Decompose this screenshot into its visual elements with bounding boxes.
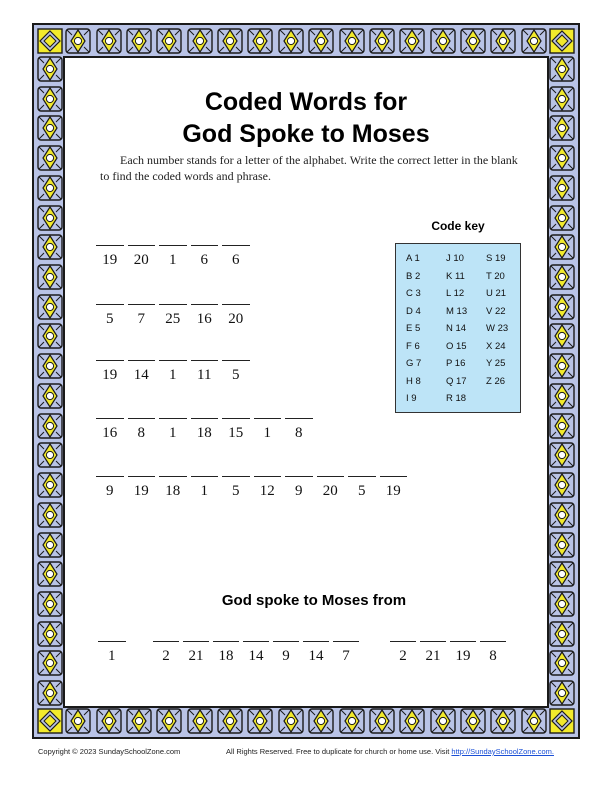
- answer-blank[interactable]: [159, 304, 187, 305]
- answer-blank[interactable]: [333, 641, 359, 642]
- border-tile: [37, 234, 63, 260]
- code-number: 1: [108, 648, 116, 664]
- letter-cell[interactable]: [220, 476, 252, 500]
- letter-cell[interactable]: [126, 418, 158, 442]
- code-key-item: O 15: [446, 340, 467, 352]
- answer-blank[interactable]: [303, 641, 329, 642]
- code-key-item: Q 17: [446, 375, 467, 387]
- answer-blank[interactable]: [450, 641, 476, 642]
- border-tile: [549, 680, 575, 706]
- border-corner-ornament: [37, 28, 63, 54]
- letter-cell[interactable]: [189, 476, 221, 500]
- answer-blank[interactable]: [183, 641, 209, 642]
- answer-blank[interactable]: [254, 476, 282, 477]
- letter-cell[interactable]: [301, 641, 331, 665]
- code-key-item: J 10: [446, 253, 464, 264]
- letter-cell[interactable]: [189, 360, 221, 384]
- border-tile: [247, 708, 273, 734]
- code-key-item: Y 25: [486, 358, 506, 369]
- code-key-item: E 5: [406, 323, 421, 334]
- border-tile: [37, 442, 63, 468]
- letter-cell[interactable]: [189, 304, 221, 328]
- answer-blank[interactable]: [96, 418, 124, 419]
- answer-blank[interactable]: [285, 476, 313, 477]
- border-tile: [430, 708, 456, 734]
- letter-cell[interactable]: [126, 476, 158, 500]
- letter-cell[interactable]: [378, 476, 410, 500]
- code-number: 16: [196, 311, 212, 327]
- border-corner-ornament: [549, 708, 575, 734]
- letter-cell[interactable]: [388, 641, 418, 665]
- letter-cell[interactable]: [126, 245, 158, 269]
- letter-cell[interactable]: [94, 418, 126, 442]
- code-number: 5: [358, 483, 366, 499]
- answer-blank[interactable]: [159, 476, 187, 477]
- footer-rights-text: All Rights Reserved. Free to duplicate for church or home use. Visit: [226, 747, 450, 756]
- answer-blank[interactable]: [222, 418, 250, 419]
- border-tile: [96, 28, 122, 54]
- code-number: 18: [196, 425, 212, 441]
- answer-blank[interactable]: [285, 418, 313, 419]
- answer-blank[interactable]: [243, 641, 269, 642]
- letter-cell[interactable]: [157, 304, 189, 328]
- border-tile: [549, 442, 575, 468]
- letter-cell[interactable]: [94, 360, 126, 384]
- letter-cell[interactable]: [220, 245, 252, 269]
- answer-blank[interactable]: [159, 245, 187, 246]
- code-number: 9: [106, 483, 114, 499]
- code-number: 12: [259, 483, 275, 499]
- code-number: 19: [455, 648, 471, 664]
- code-number: 16: [102, 425, 118, 441]
- letter-cell[interactable]: [331, 641, 361, 665]
- border-tile: [549, 294, 575, 320]
- code-number: 9: [282, 648, 290, 664]
- answer-blank[interactable]: [420, 641, 446, 642]
- code-number: 5: [106, 311, 114, 327]
- letter-cell[interactable]: [220, 360, 252, 384]
- letter-cell[interactable]: [241, 641, 271, 665]
- phrase-word-1: [96, 641, 128, 665]
- code-key-item: Z 26: [486, 375, 506, 387]
- border-tile: [37, 323, 63, 349]
- code-number: 1: [169, 425, 177, 441]
- letter-cell[interactable]: [283, 476, 315, 500]
- answer-blank[interactable]: [222, 245, 250, 246]
- answer-blank[interactable]: [222, 476, 250, 477]
- answer-blank[interactable]: [128, 245, 156, 246]
- footer-copyright: Copyright © 2023 SundaySchoolZone.com: [38, 747, 181, 756]
- answer-blank[interactable]: [380, 476, 408, 477]
- answer-blank[interactable]: [128, 304, 156, 305]
- border-tile: [549, 472, 575, 498]
- code-number: 14: [308, 648, 324, 664]
- code-number: 25: [165, 311, 181, 327]
- answer-blank[interactable]: [98, 641, 126, 642]
- footer-link[interactable]: http://SundaySchoolZone.com.: [451, 747, 554, 756]
- code-key-item: U 21: [486, 288, 507, 299]
- coded-word-5: [94, 476, 409, 500]
- answer-blank[interactable]: [96, 245, 124, 246]
- code-number: 18: [165, 483, 181, 499]
- code-key-item: V 22: [486, 305, 506, 317]
- border-tile: [187, 28, 213, 54]
- code-number: 8: [295, 425, 303, 441]
- code-key-item: C 3: [406, 288, 421, 299]
- title-line-1: Coded Words for: [204, 88, 408, 116]
- border-tile: [549, 502, 575, 528]
- border-tile: [247, 28, 273, 54]
- letter-cell[interactable]: [157, 418, 189, 442]
- code-key-item: K 11: [446, 270, 465, 282]
- letter-cell[interactable]: [94, 304, 126, 328]
- answer-blank[interactable]: [317, 476, 345, 477]
- answer-blank[interactable]: [128, 418, 156, 419]
- border-tile: [37, 502, 63, 528]
- code-key-column: [486, 250, 508, 390]
- letter-cell[interactable]: [126, 360, 158, 384]
- phrase-word-3: [388, 641, 508, 665]
- border-tile: [126, 28, 152, 54]
- code-number: 15: [228, 425, 244, 441]
- border-tile: [37, 413, 63, 439]
- border-tile: [37, 294, 63, 320]
- code-key-item: P 16: [446, 358, 466, 369]
- border-tile: [549, 561, 575, 587]
- border-tile: [37, 383, 63, 409]
- code-key-item: I 9: [406, 393, 417, 404]
- border-tile: [65, 708, 91, 734]
- border-tile: [430, 28, 456, 54]
- instructions: Each number stands for a letter of the alphabet. Write the correct letter in the blank to find the coded words and phrase.: [100, 153, 518, 183]
- coded-word-3: [94, 360, 252, 384]
- code-key-item: A 1: [406, 253, 420, 264]
- coded-word-4: [94, 418, 315, 442]
- code-key-item: W 23: [486, 323, 509, 334]
- border-tile: [399, 708, 425, 734]
- border-tile: [37, 561, 63, 587]
- border-tile: [37, 56, 63, 82]
- code-key-item: B 2: [406, 270, 421, 282]
- border-tile: [156, 28, 182, 54]
- code-number: 19: [102, 367, 118, 383]
- border-tile: [37, 680, 63, 706]
- code-key-item: N 14: [446, 323, 467, 334]
- code-number: 1: [169, 252, 177, 268]
- footer-rights: [226, 747, 554, 756]
- border-tile: [37, 353, 63, 379]
- answer-blank[interactable]: [348, 476, 376, 477]
- letter-cell[interactable]: [252, 418, 284, 442]
- answer-blank[interactable]: [222, 360, 250, 361]
- code-number: 14: [248, 648, 264, 664]
- letter-cell[interactable]: [189, 245, 221, 269]
- border-tile: [278, 28, 304, 54]
- letter-cell[interactable]: [189, 418, 221, 442]
- coded-word-2: [94, 304, 252, 328]
- code-number: 5: [232, 367, 240, 383]
- border-tile: [217, 28, 243, 54]
- code-key-item: M 13: [446, 305, 468, 317]
- answer-blank[interactable]: [159, 360, 187, 361]
- answer-blank[interactable]: [96, 304, 124, 305]
- border-tile: [37, 205, 63, 231]
- answer-blank[interactable]: [273, 641, 299, 642]
- border-tile: [549, 175, 575, 201]
- answer-blank[interactable]: [480, 641, 506, 642]
- answer-blank[interactable]: [191, 476, 219, 477]
- answer-blank[interactable]: [222, 304, 250, 305]
- border-tile: [156, 708, 182, 734]
- code-key-column: [406, 250, 421, 408]
- answer-blank[interactable]: [191, 360, 219, 361]
- letter-cell[interactable]: [126, 304, 158, 328]
- border-tile: [37, 532, 63, 558]
- code-number: 6: [232, 252, 240, 268]
- code-number: 20: [228, 311, 244, 327]
- border-tile: [521, 28, 547, 54]
- code-number: 20: [322, 483, 338, 499]
- letter-cell[interactable]: [181, 641, 211, 665]
- border-tile: [37, 264, 63, 290]
- border-tile: [460, 708, 486, 734]
- border-tile: [549, 532, 575, 558]
- border-tile: [187, 708, 213, 734]
- answer-blank[interactable]: [96, 476, 124, 477]
- code-number: 1: [200, 483, 208, 499]
- code-number: 21: [188, 648, 204, 664]
- border-tile: [308, 28, 334, 54]
- border-tile: [278, 708, 304, 734]
- border-tile: [37, 621, 63, 647]
- code-number: 19: [102, 252, 118, 268]
- letter-cell[interactable]: [157, 360, 189, 384]
- code-number: 20: [133, 252, 149, 268]
- border-tile: [369, 28, 395, 54]
- code-key-item: F 6: [406, 340, 420, 352]
- code-number: 6: [200, 252, 208, 268]
- page-title: [0, 86, 612, 150]
- letter-cell[interactable]: [418, 641, 448, 665]
- code-number: 1: [263, 425, 271, 441]
- border-corner-ornament: [37, 708, 63, 734]
- answer-blank[interactable]: [191, 304, 219, 305]
- code-key-item: D 4: [406, 305, 421, 317]
- answer-blank[interactable]: [96, 360, 124, 361]
- code-key-item: G 7: [406, 358, 422, 369]
- code-number: 2: [162, 648, 170, 664]
- code-key-item: H 8: [406, 375, 421, 387]
- border-tile: [460, 28, 486, 54]
- border-tile: [369, 708, 395, 734]
- border-tile: [549, 353, 575, 379]
- border-tile: [490, 708, 516, 734]
- title-line-2: God Spoke to Moses: [182, 120, 430, 148]
- border-tile: [521, 708, 547, 734]
- answer-blank[interactable]: [128, 476, 156, 477]
- letter-cell[interactable]: [96, 641, 128, 665]
- border-tile: [549, 650, 575, 676]
- code-number: 21: [425, 648, 441, 664]
- answer-blank[interactable]: [159, 418, 187, 419]
- border-tile: [549, 413, 575, 439]
- letter-cell[interactable]: [252, 476, 284, 500]
- letter-cell[interactable]: [94, 245, 126, 269]
- letter-cell[interactable]: [157, 476, 189, 500]
- code-number: 8: [137, 425, 145, 441]
- letter-cell[interactable]: [283, 418, 315, 442]
- letter-cell[interactable]: [315, 476, 347, 500]
- answer-blank[interactable]: [191, 418, 219, 419]
- answer-blank[interactable]: [390, 641, 416, 642]
- answer-blank[interactable]: [128, 360, 156, 361]
- border-tile: [549, 56, 575, 82]
- letter-cell[interactable]: [271, 641, 301, 665]
- border-tile: [65, 28, 91, 54]
- border-tile: [339, 28, 365, 54]
- border-tile: [549, 264, 575, 290]
- answer-blank[interactable]: [254, 418, 282, 419]
- border-tile: [217, 708, 243, 734]
- code-number: 5: [232, 483, 240, 499]
- code-key-item: X 24: [486, 340, 506, 352]
- answer-blank[interactable]: [191, 245, 219, 246]
- code-number: 18: [218, 648, 234, 664]
- letter-cell[interactable]: [220, 418, 252, 442]
- border-tile: [308, 708, 334, 734]
- code-key-item: R 18: [446, 393, 467, 404]
- letter-cell[interactable]: [448, 641, 478, 665]
- border-tile: [399, 28, 425, 54]
- phrase-word-2: [151, 641, 361, 665]
- border-tile: [37, 175, 63, 201]
- phrase-title: God spoke to Moses from: [221, 592, 407, 609]
- border-tile: [549, 205, 575, 231]
- border-tile: [549, 621, 575, 647]
- border-tile: [339, 708, 365, 734]
- border-tile: [549, 323, 575, 349]
- letter-cell[interactable]: [157, 245, 189, 269]
- letter-cell[interactable]: [151, 641, 181, 665]
- letter-cell[interactable]: [211, 641, 241, 665]
- letter-cell[interactable]: [346, 476, 378, 500]
- code-number: 7: [137, 311, 145, 327]
- border-corner-ornament: [549, 28, 575, 54]
- code-number: 11: [197, 367, 212, 383]
- border-tile: [96, 708, 122, 734]
- border-tile: [37, 472, 63, 498]
- border-tile: [490, 28, 516, 54]
- code-key-item: T 20: [486, 270, 505, 282]
- code-key-column: [446, 250, 467, 408]
- code-number: 8: [489, 648, 497, 664]
- letter-cell[interactable]: [94, 476, 126, 500]
- answer-blank[interactable]: [153, 641, 179, 642]
- code-number: 14: [133, 367, 149, 383]
- code-key-item: L 12: [446, 288, 465, 299]
- code-number: 9: [295, 483, 303, 499]
- border-tile: [549, 234, 575, 260]
- letter-cell[interactable]: [478, 641, 508, 665]
- code-key-title: Code key: [431, 219, 485, 233]
- coded-word-1: [94, 245, 252, 269]
- code-number: 7: [342, 648, 350, 664]
- code-key-box: [395, 243, 521, 413]
- border-tile: [37, 650, 63, 676]
- border-tile: [126, 708, 152, 734]
- answer-blank[interactable]: [213, 641, 239, 642]
- code-number: 2: [399, 648, 407, 664]
- code-number: 1: [169, 367, 177, 383]
- code-number: 19: [385, 483, 401, 499]
- code-number: 19: [133, 483, 149, 499]
- letter-cell[interactable]: [220, 304, 252, 328]
- border-tile: [549, 383, 575, 409]
- code-key-item: S 19: [486, 253, 506, 264]
